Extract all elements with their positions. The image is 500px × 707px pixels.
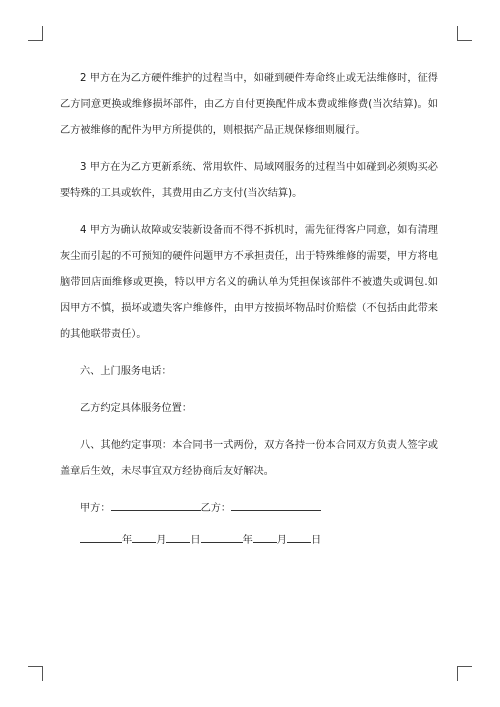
clause-4: 4 甲方为确认故障或安装新设备而不得不拆机时，需先征得客户同意，如有清理灰尘而引起的不可预知的硬件问题甲方不承担责任，出于特殊维修的需要，甲方将电脑带回店面维修或更换，特以甲方名义的确认单为凭担保该部件不被遗失或调包.如因甲方不慎，损坏或遗失客户维修件，由甲方按损坏物品时价赔偿（不包括由此带来的其他联带责任）。: [60, 225, 438, 340]
signature-line: [60, 496, 438, 522]
party-b-blank[interactable]: [231, 498, 321, 511]
party-b-year-blank[interactable]: [201, 530, 243, 543]
crop-mark-bottom-left: [28, 666, 43, 681]
clause-2: 2 甲方在为乙方硬件维护的过程当中，如碰到硬件寿命终止或无法维修时，征得乙方同意更换或维修损坏部件，由乙方自付更换配件成本费或维修费(当次结算)。如乙方被维修的配件为甲方所提供的，则根据产品正规保修细则履行。: [60, 73, 438, 136]
crop-mark-bottom-right: [457, 666, 472, 681]
crop-mark-top-left: [28, 26, 43, 41]
party-a-day-blank[interactable]: [166, 530, 190, 543]
other-terms-clause: 八、其他约定事项：本合同书一式两份，双方各持一份本合同双方负责人签字或盖章后生效，未尽事宜双方经协商后友好解决。: [60, 440, 438, 477]
day-label: 日: [190, 535, 201, 546]
party-a-blank[interactable]: [111, 498, 201, 511]
party-b-label: 乙方：: [200, 503, 232, 514]
service-phone-line: 六、上门服务电话：: [80, 366, 172, 377]
month-label-2: 月: [276, 535, 287, 546]
document-body: [60, 66, 438, 554]
crop-mark-top-right: [457, 26, 472, 41]
party-a-label: 甲方：: [80, 503, 111, 514]
party-b-month-blank[interactable]: [253, 530, 277, 543]
date-line: [60, 528, 438, 554]
day-label-2: 日: [310, 535, 322, 546]
month-label: 月: [156, 535, 167, 546]
year-label-2: 年: [242, 535, 253, 546]
party-a-month-blank[interactable]: [132, 530, 156, 543]
party-b-day-blank[interactable]: [287, 530, 311, 543]
year-label: 年: [122, 535, 133, 546]
party-a-year-blank[interactable]: [80, 530, 122, 543]
clause-3: 3 甲方在为乙方更新系统、常用软件、局域网服务的过程当中如碰到必须购买必要特殊的工具或软件，其费用由乙方支付(当次结算)。: [60, 162, 438, 199]
service-location-line: 乙方约定具体服务位置：: [80, 403, 193, 414]
